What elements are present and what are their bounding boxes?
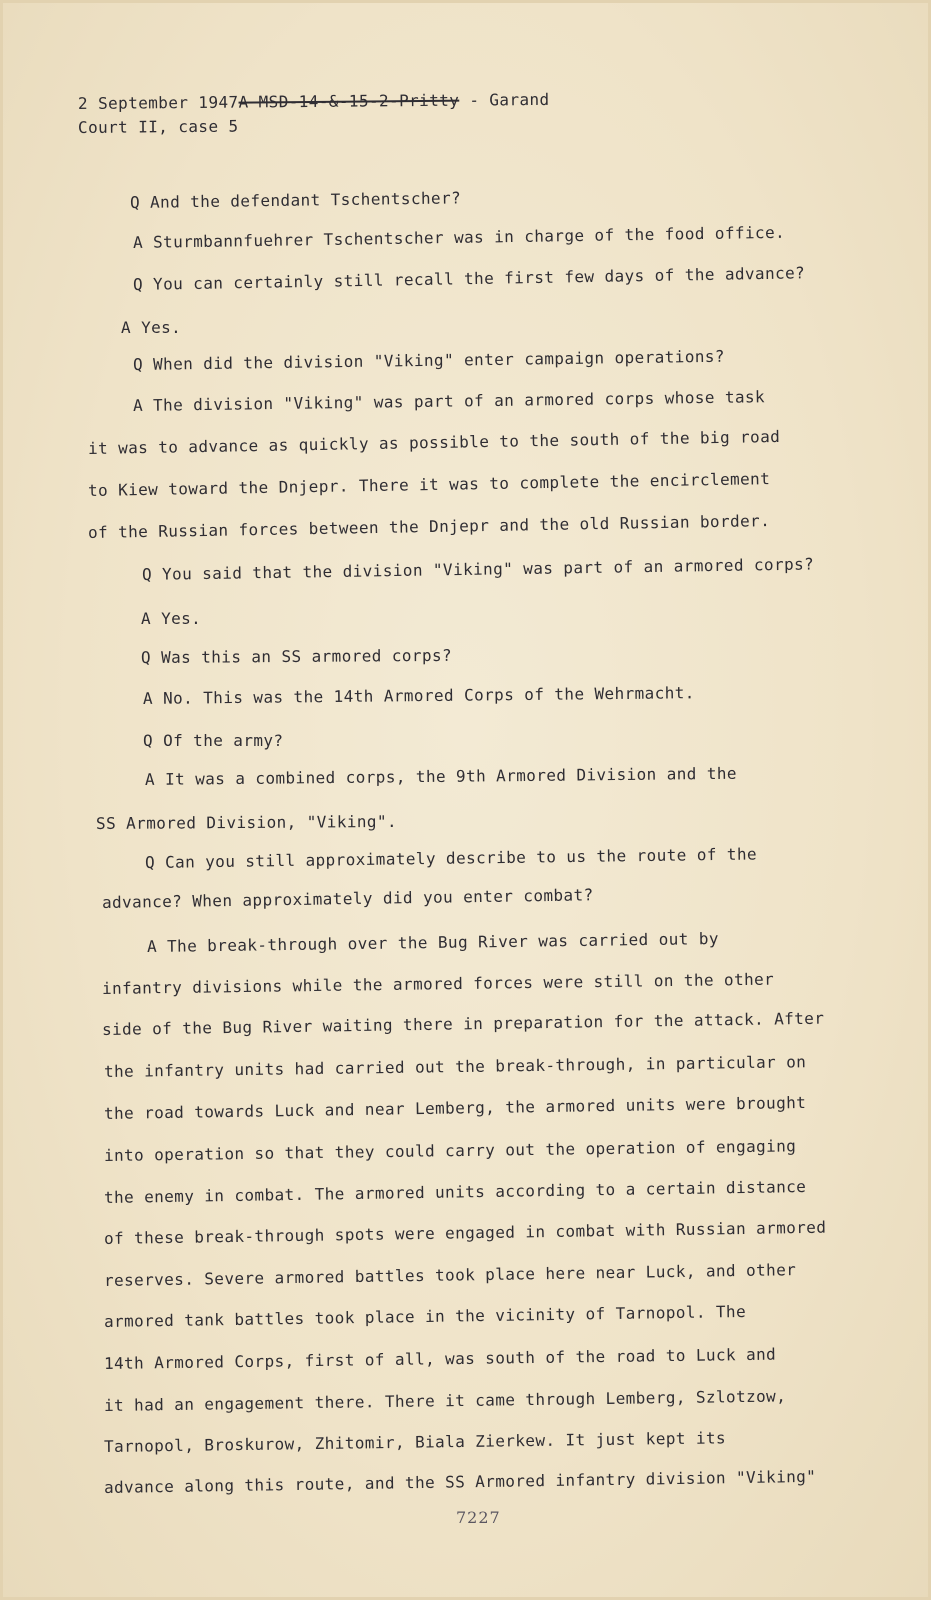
transcript-line: A Yes.	[141, 609, 202, 628]
transcript-line: advance? When approximately did you enter combat?	[101, 885, 594, 912]
transcript-line: into operation so that they could carry out the operation of engaging	[103, 1136, 797, 1165]
transcript-line: it was to advance as quickly as possible to the south of the big road	[87, 426, 781, 458]
transcript-line: the road towards Luck and near Lemberg, the armored units were brought	[103, 1092, 807, 1123]
transcript-line: 14th Armored Corps, first of all, was south of the road to Luck and	[103, 1344, 777, 1373]
header-struck-text: A MSD-14-&-15-2-Pritty	[238, 90, 460, 112]
transcript-line: of these break-through spots were engaged in combat with Russian armored	[103, 1217, 827, 1248]
transcript-line: A The break-through over the Bug River was carried out by	[146, 929, 719, 956]
transcript-line: Q Can you still approximately describe to us the route of the	[144, 844, 758, 872]
transcript-line: A The division "Viking" was part of an armored corps whose task	[132, 387, 766, 415]
transcript-line: SS Armored Division, "Viking".	[95, 811, 398, 833]
transcript-line: Q You said that the division "Viking" was part of an armored corps?	[141, 554, 815, 584]
transcript-line: advance along this route, and the SS Armored infantry division "Viking"	[103, 1466, 817, 1497]
transcript-line: Q When did the division "Viking" enter campaign operations?	[132, 346, 726, 374]
transcript-line: side of the Bug River waiting there in preparation for the attack. After	[101, 1008, 825, 1039]
transcript-line: Q You can certainly still recall the first few days of the advance?	[132, 263, 806, 294]
transcript-line: it had an engagement there. There it came through Lemberg, Szlotzow,	[103, 1386, 787, 1415]
transcript-line: A Yes.	[121, 318, 182, 337]
transcript-line: to Kiew toward the Dnjepr. There it was to complete the encirclement	[87, 469, 771, 500]
transcript-line: of the Russian forces between the Dnjepr and the old Russian border.	[87, 511, 771, 542]
transcript-line: A It was a combined corps, the 9th Armored Division and the	[144, 763, 738, 789]
header-line	[78, 90, 550, 113]
page-number: 7227	[456, 1508, 501, 1527]
transcript-line: Q And the defendant Tschentscher?	[129, 188, 462, 212]
header-date: 2 September 1947	[77, 92, 239, 113]
transcript-line: the enemy in combat. The armored units according to a certain distance	[103, 1176, 807, 1207]
court-line: Court II, case 5	[77, 116, 239, 137]
transcript-line: A No. This was the 14th Armored Corps of the Wehrmacht.	[142, 683, 695, 708]
transcript-line: A Sturmbannfuehrer Tschentscher was in charge of the food office.	[132, 222, 786, 252]
transcript-line: armored tank battles took place in the vicinity of Tarnopol. The	[103, 1301, 747, 1331]
transcript-line: the infantry units had carried out the break-through, in particular on	[103, 1052, 807, 1081]
transcript-line: reserves. Severe armored battles took place here near Luck, and other	[103, 1260, 797, 1290]
transcript-line: infantry divisions while the armored forces were still on the other	[101, 969, 775, 998]
transcript-line: Q Was this an SS armored corps?	[140, 645, 453, 667]
transcript-line: Tarnopol, Broskurow, Zhitomir, Biala Zierkew. It just kept its	[103, 1428, 727, 1456]
transcript-line: Q Of the army?	[143, 731, 284, 750]
header-reporter: - Garand	[459, 89, 550, 110]
